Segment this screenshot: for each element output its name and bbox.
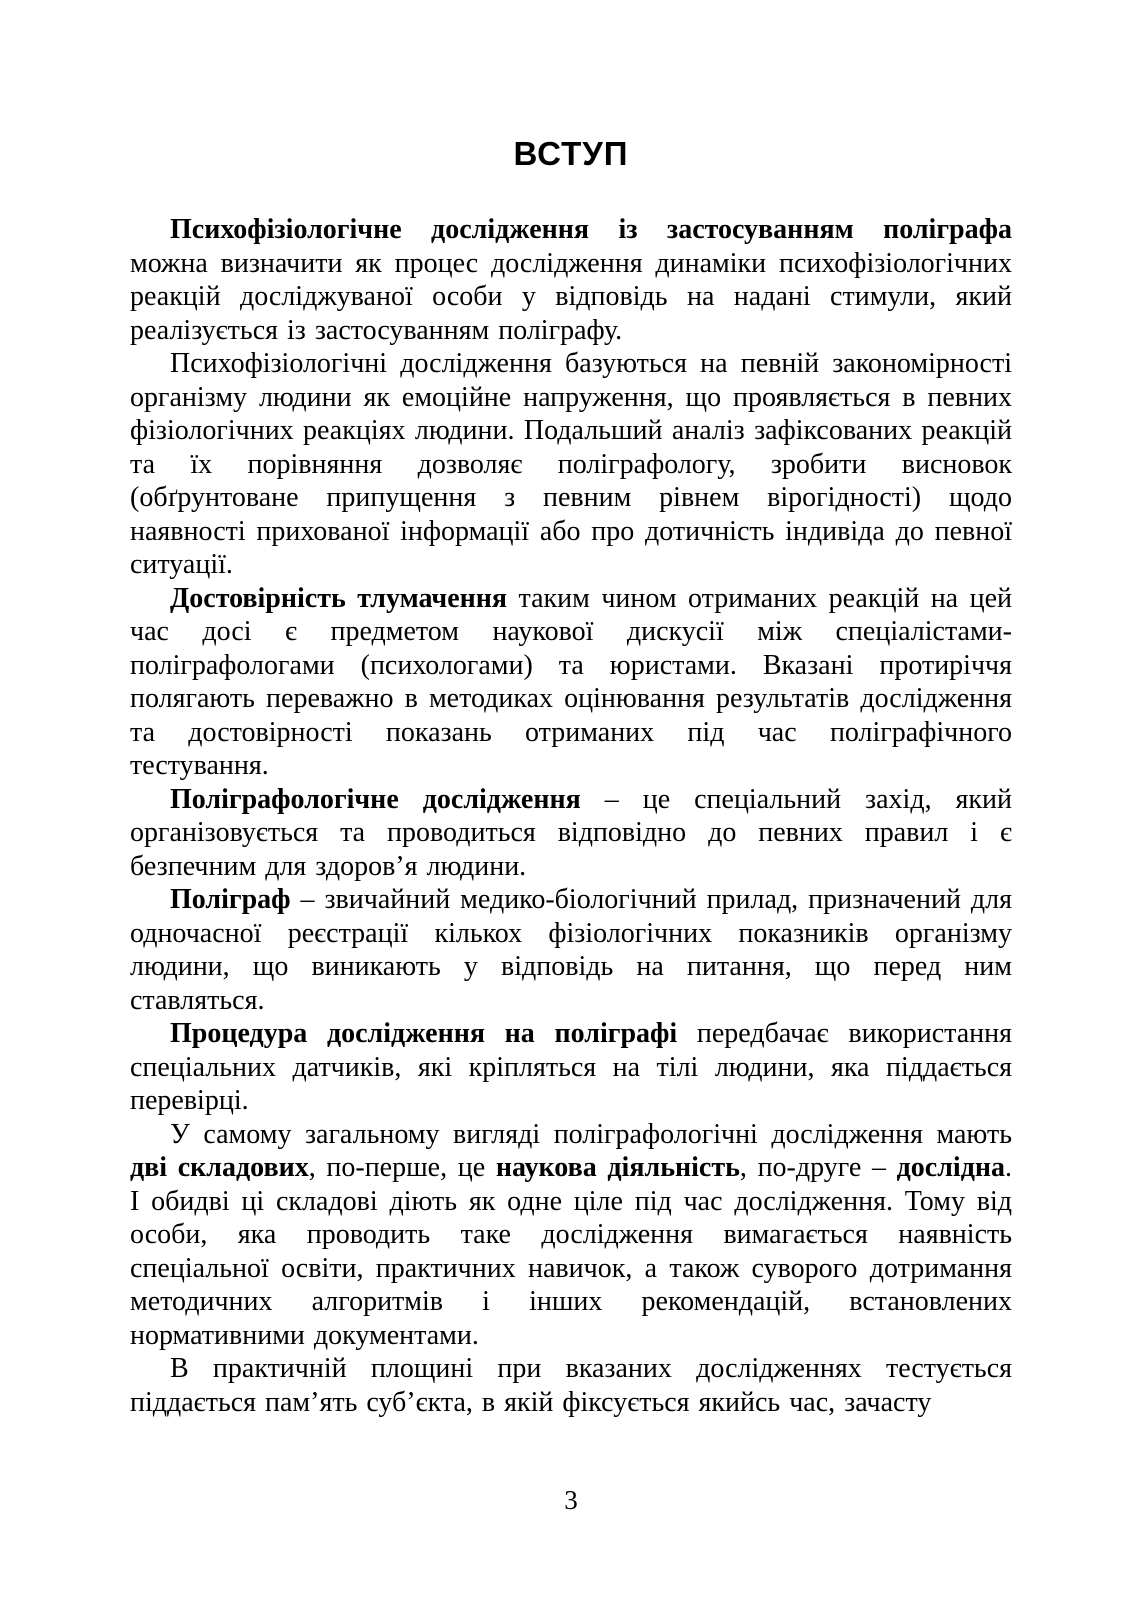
paragraph [130,347,1012,582]
paragraph [130,883,1012,1017]
text-run: – це спеціальний захід, який організовується та проводиться відповідно до певних правил і є безпечним для здоров’я людини. [130,783,1012,882]
bold-text-run: Поліграфологічне дослідження [170,783,581,815]
bold-text-run: дослідна [896,1152,1006,1183]
page-title: ВСТУП [513,135,629,172]
paragraph [130,213,1012,347]
text-run: Психофізіологічні дослідження базуються на певній закономірності організму людини як емоційне напруження, що проявляється в певних фізіологічних реакціях людини. Подальший аналіз зафіксованих реакцій та їх порівняння дозволяє поліграфологу, зробити висновок (обґрунтоване припущення з певним рівнем вірогідності) щодо наявності прихованої інформації або про дотичність індивіда до певної ситуації. [130,348,1012,580]
bold-text-run: Психофізіологічне дослідження із застосуванням поліграфа [170,214,1012,245]
page-number: 3 [564,1485,578,1515]
text-run: таким чином отриманих реакцій на цей час досі є предметом наукової дискусії між спеціалістами-поліграфологами (психологами) та юристами. Вказані протиріччя полягають переважно в методиках оцінювання результатів дослідження та достовірності показань отриманих під час поліграфічного тестування. [130,582,1012,781]
text-run: . І обидві ці складові діють як одне ціле під час дослідження. Тому від особи, яка проводить таке дослідження вимагається наявність спеціальної освіти, практичних навичок, а також суворого дотримання методичних алгоритмів і інших рекомендацій, встановлених нормативними документами. [130,1152,1013,1351]
text-run: У самому загальному вигляді поліграфологічні дослідження мають [170,1118,1012,1150]
text-run: – звичайний медико-біологічний прилад, призначений для одночасної реєстрації кількох фізіологічних показників організму людини, що виникають у відповідь на питання, що перед ним ставляться. [130,884,1012,1016]
body-text [130,213,1012,1419]
paragraph [130,1118,1012,1353]
text-run: передбачає використання спеціальних датчиків, які кріпляться на тілі людини, яка піддається перевірці. [130,1018,1013,1116]
bold-text-run: дві складових [130,1152,309,1183]
paragraph [130,582,1012,783]
text-run: можна визначити як процес дослідження динаміки психофізіологічних реакцій досліджуваної особи у відповідь на надані стимули, який реалізується із застосуванням поліграфу. [130,247,1012,346]
bold-text-run: Достовірність тлумачення [170,582,508,614]
text-run: В практичній площині при вказаних дослідженнях тестується піддається пам’ять суб’єкта, в якій фіксується якийсь час, зачасту [130,1353,1012,1418]
text-run: , по-перше, це [308,1152,496,1183]
paragraph [130,783,1012,884]
bold-text-run: Процедура дослідження на поліграфі [170,1018,678,1049]
bold-text-run: Поліграф [170,884,291,915]
paragraph [130,1352,1012,1419]
paragraph [130,1017,1012,1118]
text-run: , по-друге – [739,1152,897,1183]
bold-text-run: наукова діяльність [495,1152,740,1183]
